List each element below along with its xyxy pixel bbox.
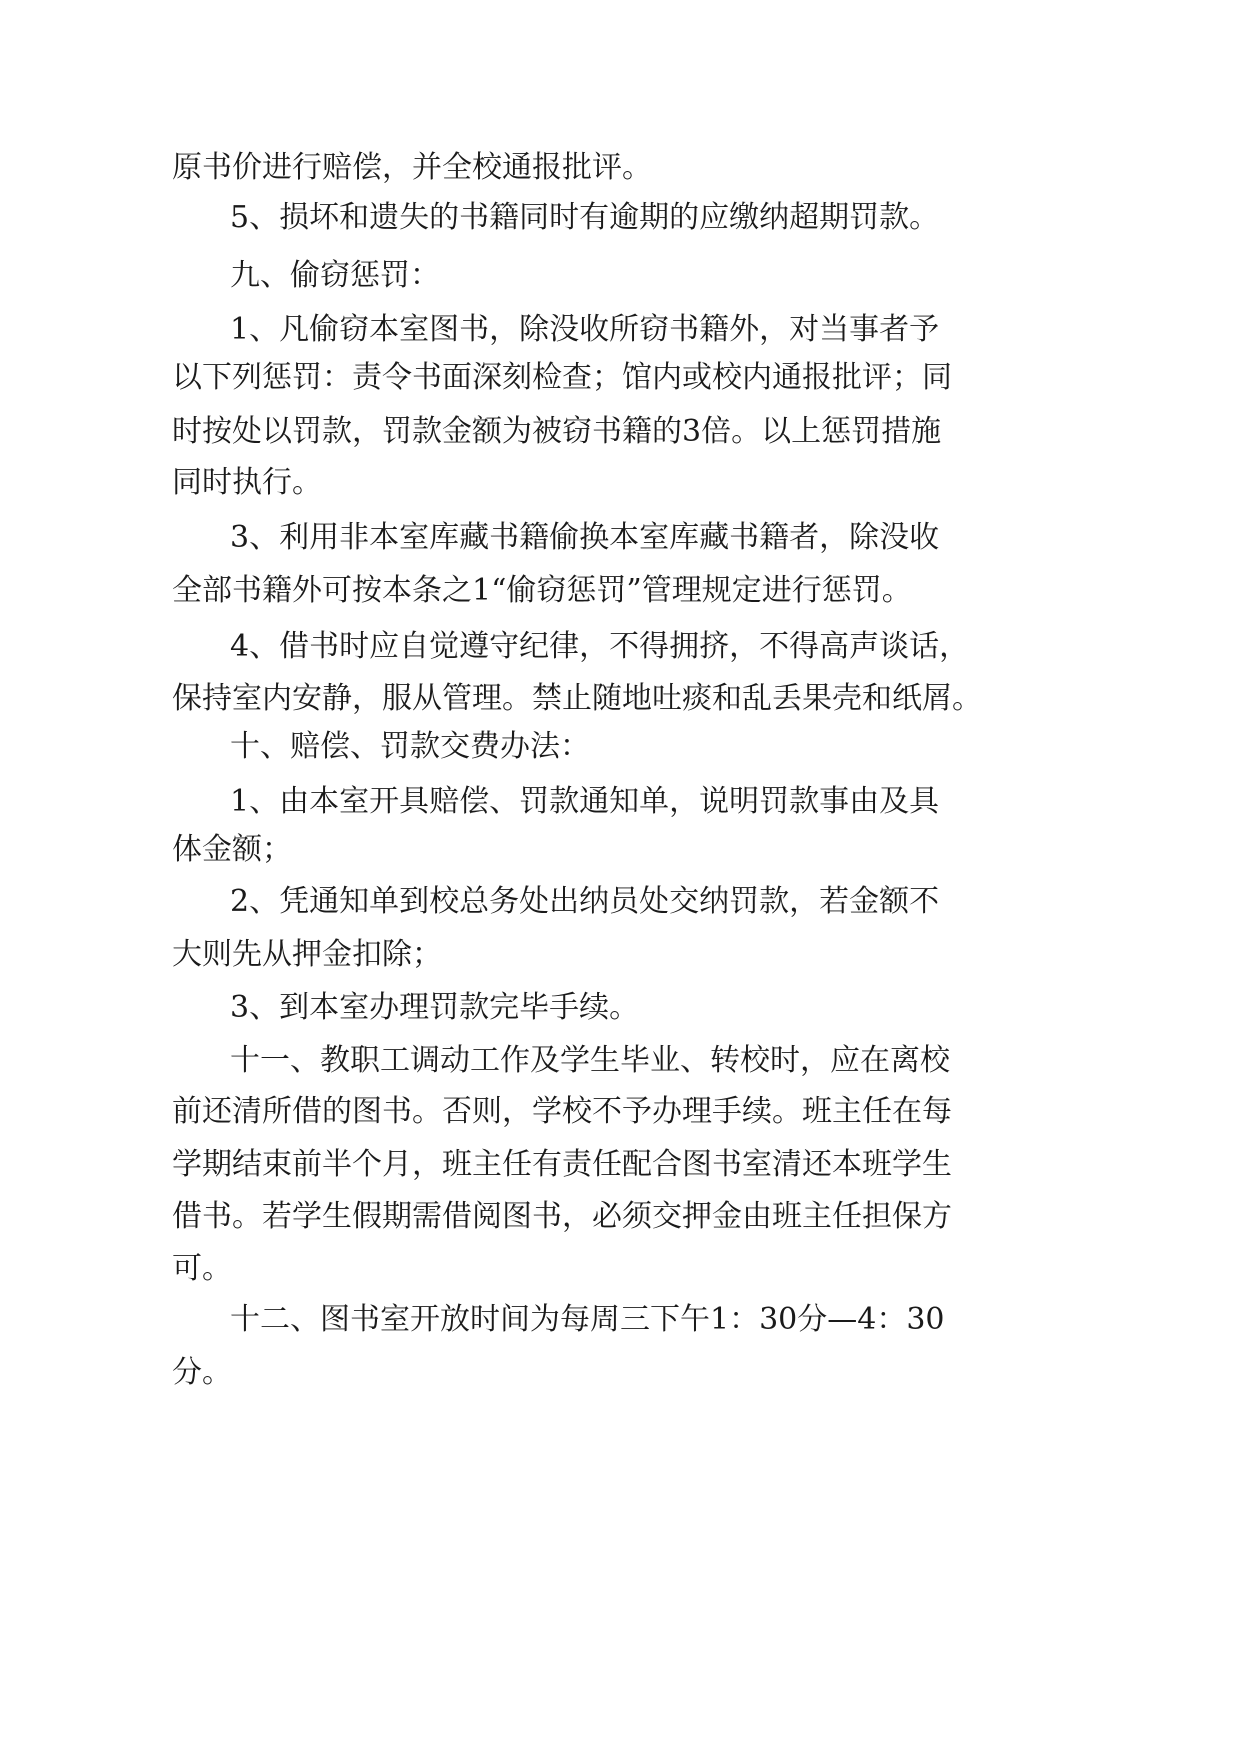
text-line: 原书价进行赔偿，并全校通报批评。 bbox=[172, 150, 652, 185]
text-line: 前还清所借的图书。否则，学校不予办理手续。班主任在每 bbox=[172, 1094, 952, 1129]
text-line: 体金额； bbox=[172, 832, 292, 867]
text-line: 3、利用非本室库藏书籍偷换本室库藏书籍者，除没收 bbox=[230, 520, 940, 555]
text-line: 2、凭通知单到校总务处出纳员处交纳罚款，若金额不 bbox=[230, 884, 940, 919]
text-line: 分。 bbox=[172, 1355, 232, 1390]
section-heading: 九、偷窃惩罚： bbox=[230, 258, 440, 293]
text-line: 1、凡偷窃本室图书，除没收所窃书籍外，对当事者予 bbox=[230, 312, 940, 347]
section-heading: 十一、教职工调动工作及学生毕业、转校时，应在离校 bbox=[230, 1043, 950, 1078]
text-line: 1、由本室开具赔偿、罚款通知单，说明罚款事由及具 bbox=[230, 784, 940, 819]
text-line: 全部书籍外可按本条之1“偷窃惩罚”管理规定进行惩罚。 bbox=[172, 573, 912, 608]
text-line: 时按处以罚款，罚款金额为被窃书籍的3倍。以上惩罚措施 bbox=[172, 414, 942, 449]
text-line: 借书。若学生假期需借阅图书，必须交押金由班主任担保方 bbox=[172, 1199, 952, 1234]
text-line: 保持室内安静，服从管理。禁止随地吐痰和乱丢果壳和纸屑。 bbox=[172, 681, 982, 716]
text-line: 可。 bbox=[172, 1251, 232, 1286]
text-line: 以下列惩罚：责令书面深刻检查；馆内或校内通报批评；同 bbox=[172, 360, 952, 395]
section-heading: 十二、图书室开放时间为每周三下午1：30分—4：30 bbox=[230, 1302, 945, 1337]
text-line: 5、损坏和遗失的书籍同时有逾期的应缴纳超期罚款。 bbox=[230, 200, 940, 235]
text-line: 3、到本室办理罚款完毕手续。 bbox=[230, 990, 640, 1025]
section-heading: 十、赔偿、罚款交费办法： bbox=[230, 729, 590, 764]
text-line: 4、借书时应自觉遵守纪律，不得拥挤，不得高声谈话， bbox=[230, 629, 970, 664]
text-line: 同时执行。 bbox=[172, 465, 322, 500]
text-line: 学期结束前半个月，班主任有责任配合图书室清还本班学生 bbox=[172, 1147, 952, 1182]
text-line: 大则先从押金扣除； bbox=[172, 937, 442, 972]
